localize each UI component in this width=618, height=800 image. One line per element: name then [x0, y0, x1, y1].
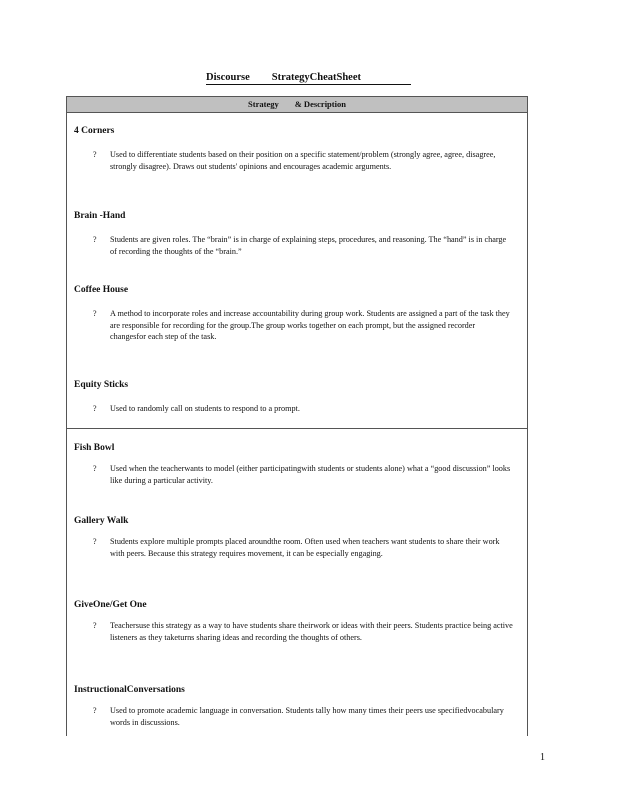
strategy-description: Used to promote academic language in conversation. Students tally how many times their peers use specifiedvocabulary words in discussions. [110, 706, 504, 727]
bullet-marker: ? [93, 464, 97, 473]
strategy-description: Students are given roles. The “brain” is in charge of explaining steps, procedures, and reasoning. The “hand” is in charge of recording the thoughts of the “brain.” [110, 235, 507, 256]
strategy-title: Brain -Hand [74, 211, 126, 221]
bullet-marker: ? [93, 404, 97, 413]
strategy-table [66, 96, 528, 736]
page-number: 1 [540, 752, 545, 763]
strategy-description: Students explore multiple prompts placed aroundthe room. Often used when teachers want students to share their work with peers. Because this strategy requires movement, it can be especially engaging. [110, 537, 500, 558]
bullet-marker: ? [93, 537, 97, 546]
title-part-strategy-cheat-sheet: StrategyCheatSheet [271, 72, 361, 83]
strategy-title: Fish Bowl [74, 443, 115, 453]
title-part-discourse: Discourse [206, 72, 250, 83]
strategy-description: Used when the teacherwants to model (either participatingwith students or students alone) what a “good discussion” looks like during a particular activity. [110, 464, 511, 485]
strategy-description: Used to differentiate students based on their position on a specific statement/problem (strongly agree, agree, disagree, strongly disagree). Draws out students' opinions and encourages academic arguments. [110, 150, 496, 171]
bullet-marker: ? [93, 150, 97, 159]
bullet-marker: ? [93, 235, 97, 244]
strategy-description: A method to incorporate roles and increase accountability during group work. Students are assigned a part of the task they are responsible for recording for the group.The group works together on each prompt, but the assigned recorder changesfor each step of the task. [110, 309, 510, 341]
strategy-title: InstructionalConversations [74, 685, 185, 695]
header-description: & Description [294, 99, 346, 109]
bullet-marker: ? [93, 706, 97, 715]
strategy-description: Teachersuse this strategy as a way to have students share theirwork or ideas with their peers. Students practice being active listeners as they taketurns sharing ideas and recording the thoughts of others. [110, 621, 513, 642]
section-divider [67, 428, 527, 429]
header-strategy: Strategy [248, 99, 279, 109]
strategy-title: Coffee House [74, 285, 129, 295]
strategy-title: 4 Corners [74, 126, 115, 136]
strategy-title: Equity Sticks [74, 380, 129, 390]
strategy-title: GiveOne/Get One [74, 600, 147, 610]
strategy-description: Used to randomly call on students to respond to a prompt. [110, 404, 300, 413]
strategy-title: Gallery Walk [74, 516, 129, 526]
table-header [67, 96, 527, 113]
document-title [206, 72, 411, 85]
bullet-marker: ? [93, 621, 97, 630]
bullet-marker: ? [93, 309, 97, 318]
